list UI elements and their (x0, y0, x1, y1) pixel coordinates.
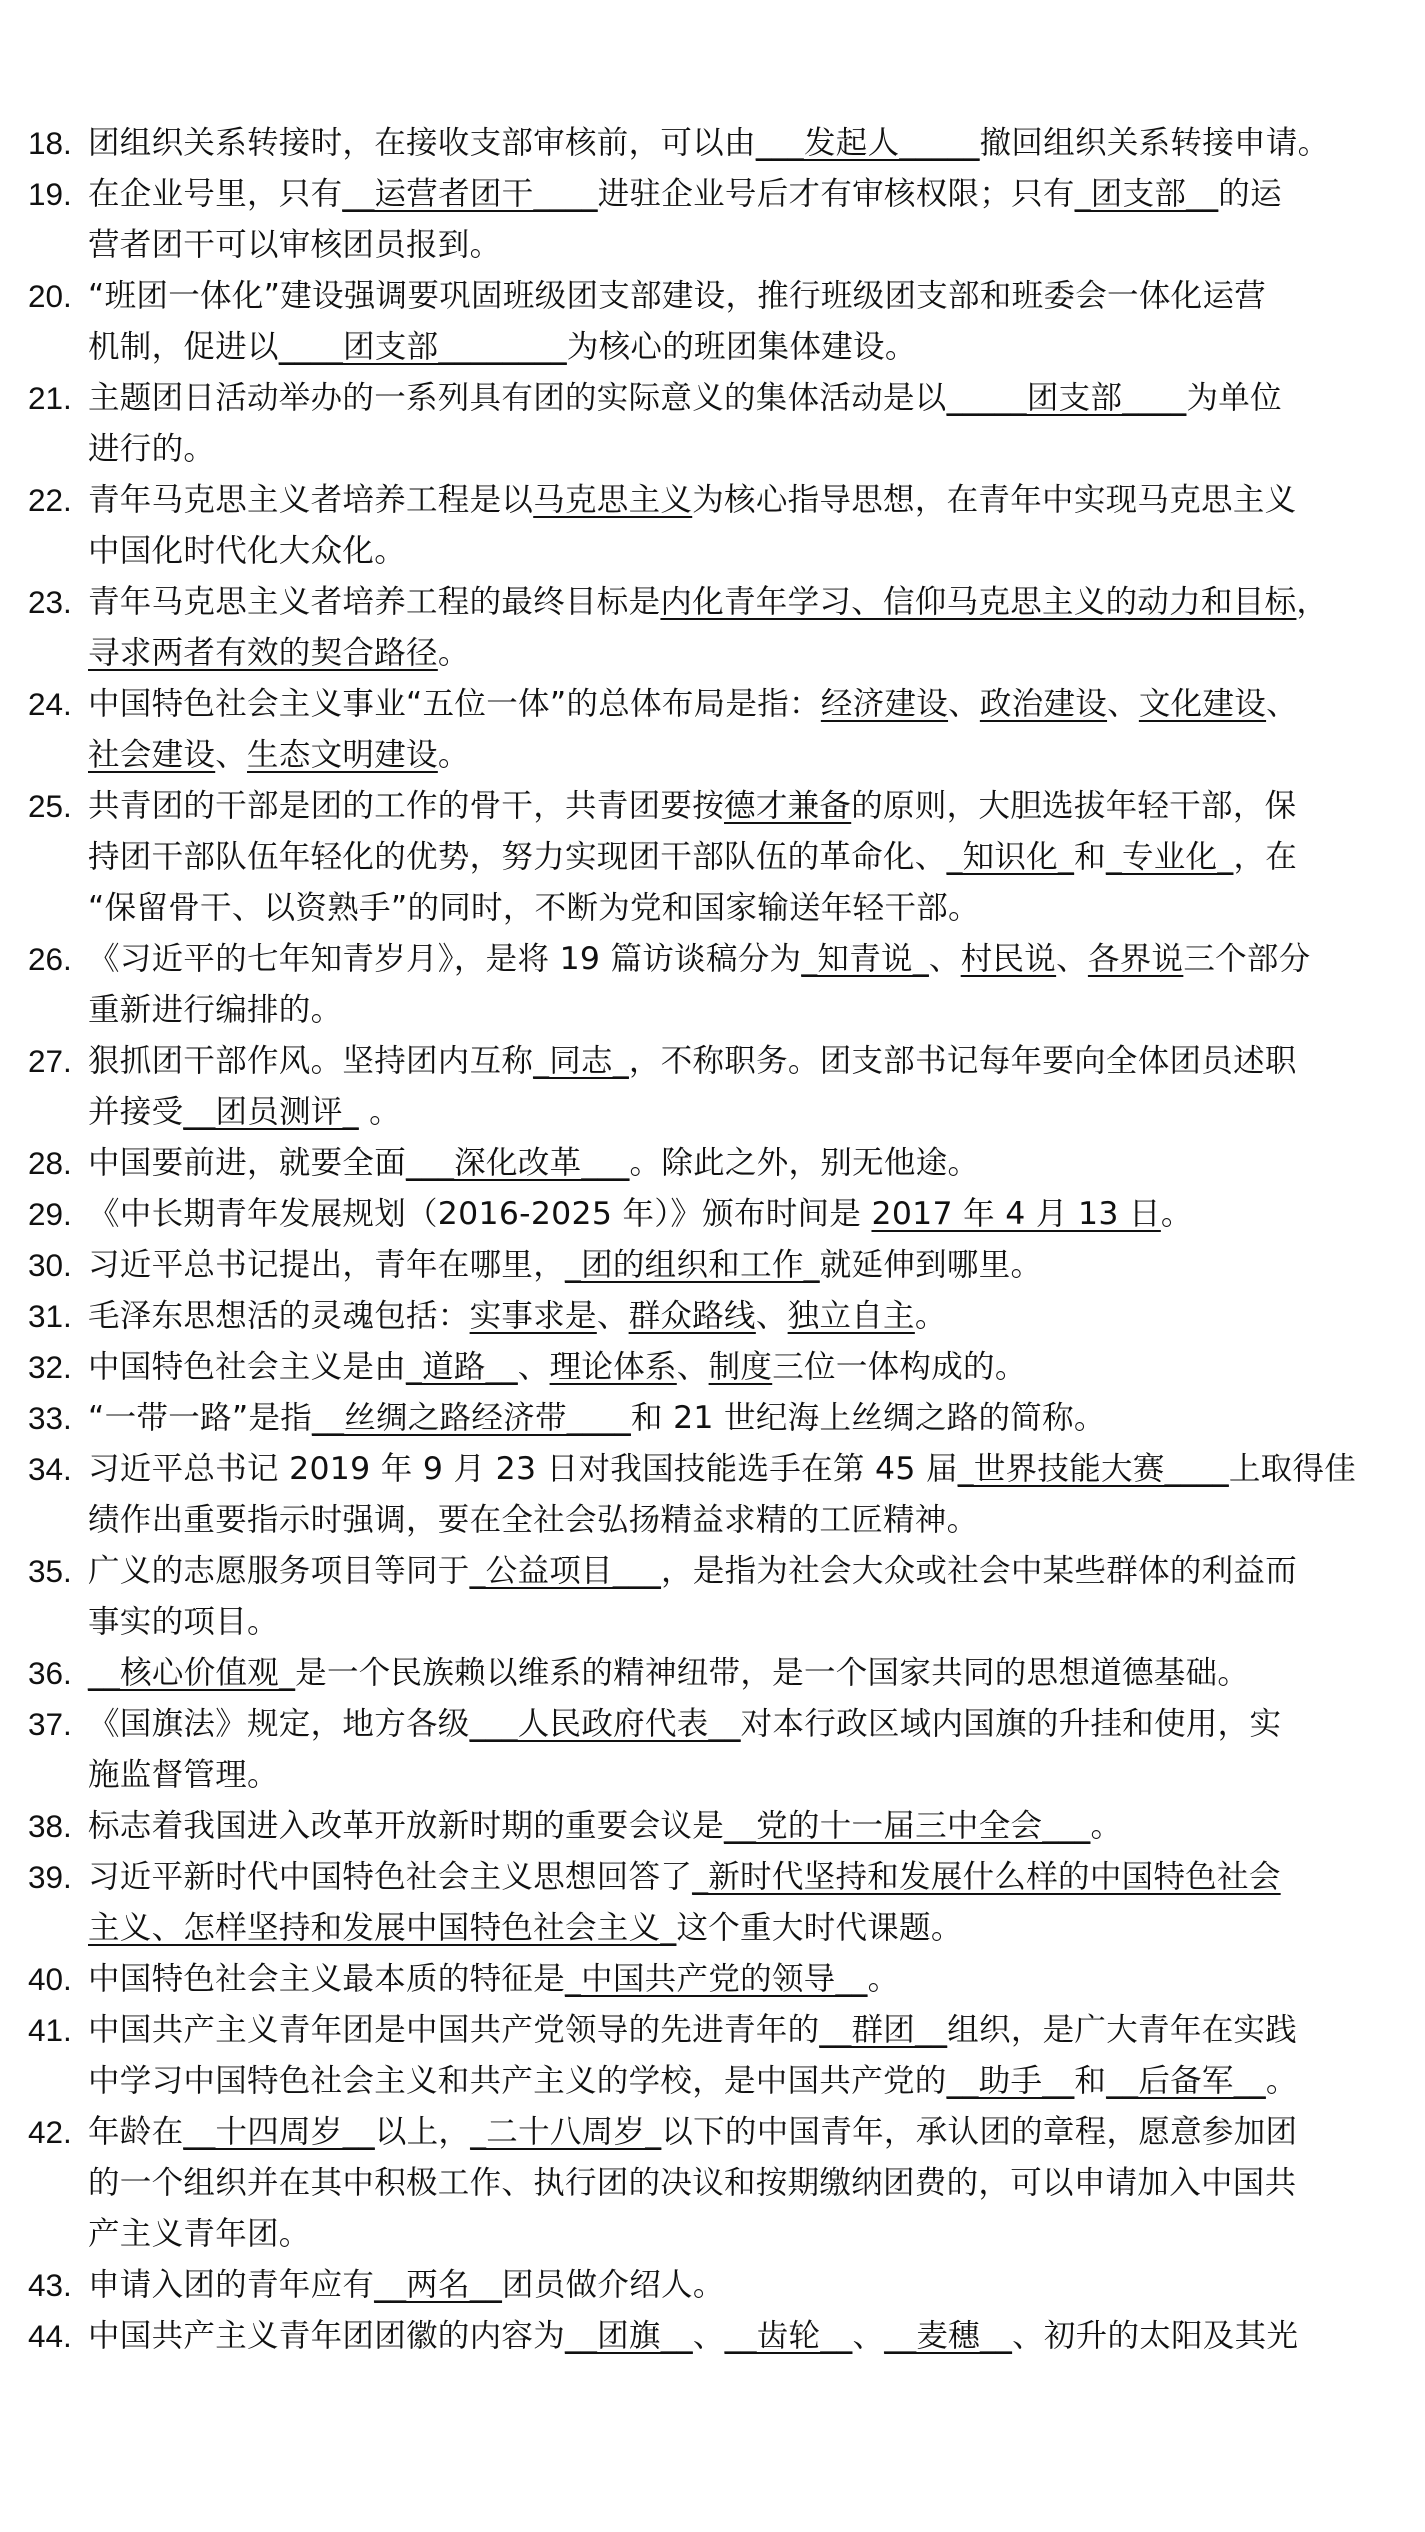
question-item (0, 2005, 1425, 2107)
text-line (88, 2056, 1385, 2107)
question-text: 。 (914, 1298, 947, 1334)
question-item (0, 1699, 1425, 1801)
question-number: 44. (28, 2318, 72, 2354)
question-text: 和 (1074, 839, 1106, 875)
question-text: 。 (1090, 1808, 1123, 1844)
answer-blank: __运营者团干____ (342, 176, 598, 212)
answer-blank: 主义、怎样坚持和发展中国特色社会主义_ (88, 1910, 677, 1946)
text-line (88, 1495, 1385, 1546)
text-line (88, 271, 1385, 322)
question-text: 的一个组织并在其中积极工作、执行团的决议和按期缴纳团费的，可以申请加入中国共 (88, 2165, 1297, 2201)
question-text: 、 (755, 1298, 788, 1334)
text-line (88, 1036, 1385, 1087)
text-line (88, 373, 1385, 424)
text-line (88, 169, 1385, 220)
question-number: 35. (28, 1553, 72, 1589)
answer-blank: 理论体系 (549, 1349, 677, 1385)
answer-blank: __助手__ (946, 2063, 1075, 2099)
text-line (88, 2005, 1385, 2056)
question-number: 28. (28, 1145, 72, 1181)
text-line (88, 832, 1385, 883)
text-line (88, 730, 1385, 781)
question-text: 三位一体构成的。 (772, 1349, 1027, 1385)
text-line (88, 679, 1385, 730)
answer-blank: 文化建设 (1138, 686, 1267, 722)
question-text: 是一个民族赖以维系的精神纽带，是一个国家共同的思想道德基础。 (295, 1655, 1250, 1691)
question-item (0, 1648, 1425, 1699)
answer-blank: _知识化_ (946, 839, 1075, 875)
text-line (88, 1852, 1385, 1903)
question-text: 。 (1265, 2063, 1298, 2099)
question-text: 上取得佳 (1228, 1451, 1357, 1487)
answer-blank: _道路__ (406, 1349, 518, 1385)
question-text: 和 (1074, 2063, 1107, 2099)
text-line (88, 1087, 1385, 1138)
question-number: 21. (28, 380, 72, 416)
question-text: 中国化时代化大众化。 (88, 533, 407, 569)
answer-blank: __群团__ (819, 2012, 948, 2048)
question-text: 为单位 (1186, 380, 1282, 416)
answer-blank: 2017 年 4 月 13 日 (871, 1196, 1161, 1232)
question-item (0, 1138, 1425, 1189)
question-item (0, 271, 1425, 373)
question-text: 中国特色社会主义最本质的特征是 (88, 1961, 566, 1997)
answer-blank: __十四周岁__ (183, 2114, 375, 2150)
answer-blank: __团员测评_ (183, 1094, 359, 1130)
question-text: 。 (1160, 1196, 1193, 1232)
question-item (0, 781, 1425, 934)
question-text: 就延伸到哪里。 (819, 1247, 1043, 1283)
text-line (88, 883, 1385, 934)
question-text: 、 (1266, 686, 1298, 722)
question-number: 20. (28, 278, 72, 314)
answer-blank: 内化青年学习、信仰马克思主义的动力和目标 (660, 584, 1297, 620)
question-text: 三个部分 (1183, 941, 1311, 977)
question-text: 青年马克思主义者培养工程的最终目标是 (88, 584, 661, 620)
question-text: 团员做介绍人。 (502, 2267, 725, 2303)
question-item (0, 577, 1425, 679)
answer-blank: _公益项目___ (469, 1553, 662, 1589)
question-text: 、 (517, 1349, 550, 1385)
question-text: 、 (676, 1349, 709, 1385)
answer-blank: __后备军__ (1106, 2063, 1266, 2099)
answer-blank: __两名__ (374, 2267, 503, 2303)
question-number: 22. (28, 482, 72, 518)
answer-blank: 政治建设 (979, 686, 1108, 722)
question-text: ，在 (1233, 839, 1298, 875)
question-text: 进驻企业号后才有审核权限；只有 (597, 176, 1075, 212)
question-item (0, 1801, 1425, 1852)
question-text: 为核心的班团集体建设。 (566, 329, 917, 365)
question-number: 27. (28, 1043, 72, 1079)
answer-blank: 各界说 (1087, 941, 1184, 977)
text-line (88, 985, 1385, 1036)
question-text: “一带一路”是指 (88, 1400, 313, 1436)
question-item (0, 1546, 1425, 1648)
question-item (0, 118, 1425, 169)
question-text: 事实的项目。 (88, 1604, 279, 1640)
question-text: 对本行政区域内国旗的升挂和使用，实 (740, 1706, 1282, 1742)
question-item (0, 1342, 1425, 1393)
question-item (0, 1036, 1425, 1138)
text-line (88, 1954, 1385, 2005)
question-text: 、 (1107, 686, 1139, 722)
question-number: 38. (28, 1808, 72, 1844)
answer-blank: 群众路线 (628, 1298, 756, 1334)
question-text: 、 (852, 2318, 885, 2354)
question-item (0, 1954, 1425, 2005)
answer-blank: _同志_ (533, 1043, 629, 1079)
question-text: 。 (437, 635, 470, 671)
question-text: 。除此之外，别无他途。 (629, 1145, 980, 1181)
question-text: 在企业号里，只有 (88, 176, 343, 212)
question-text: 营者团干可以审核团员报到。 (88, 227, 502, 263)
question-text: 年龄在 (88, 2114, 184, 2150)
question-item (0, 475, 1425, 577)
answer-blank: 经济建设 (820, 686, 949, 722)
question-number: 34. (28, 1451, 72, 1487)
text-line (88, 1546, 1385, 1597)
question-number: 24. (28, 686, 72, 722)
answer-blank: _二十八周岁_ (470, 2114, 662, 2150)
answer-blank: 制度 (708, 1349, 773, 1385)
question-text: 主题团日活动举办的一系列具有团的实际意义的集体活动是以 (88, 380, 947, 416)
question-text: 以上， (374, 2114, 471, 2150)
answer-blank: _世界技能大赛____ (957, 1451, 1229, 1487)
text-line (88, 1189, 1385, 1240)
question-text: 中国共产主义青年团是中国共产党领导的先进青年的 (88, 2012, 820, 2048)
question-text: 持团干部队伍年轻化的优势，努力实现团干部队伍的革命化、 (88, 839, 947, 875)
question-text: 。 (437, 737, 470, 773)
text-line (88, 2311, 1385, 2362)
question-text: 习近平总书记 2019 年 9 月 23 日对我国技能选手在第 45 届 (88, 1451, 958, 1487)
question-number: 30. (28, 1247, 72, 1283)
answer-blank: _专业化_ (1105, 839, 1234, 875)
question-item (0, 2311, 1425, 2362)
question-text: 习近平新时代中国特色社会主义思想回答了 (88, 1859, 693, 1895)
question-text: 重新进行编排的。 (88, 992, 343, 1028)
question-text: 、 (928, 941, 961, 977)
question-item (0, 373, 1425, 475)
question-text: 。 (358, 1094, 401, 1130)
answer-blank: __丝绸之路经济带____ (312, 1400, 631, 1436)
question-text: 的原则，大胆选拔年轻干部，保 (851, 788, 1297, 824)
question-text: 中国要前进，就要全面 (88, 1145, 407, 1181)
answer-blank: 社会建设 (88, 737, 216, 773)
text-line (88, 577, 1385, 628)
text-line (88, 1291, 1385, 1342)
question-number: 19. (28, 176, 72, 212)
question-number: 40. (28, 1961, 72, 1997)
question-text: 、 (596, 1298, 629, 1334)
answer-blank: _____团支部____ (946, 380, 1187, 416)
question-item (0, 934, 1425, 1036)
text-line (88, 526, 1385, 577)
question-item (0, 2260, 1425, 2311)
text-line (88, 1240, 1385, 1291)
question-text: 团组织关系转接时，在接收支部审核前，可以由 (88, 125, 756, 161)
question-text: 《中长期青年发展规划（2016-2025 年）》颁布时间是 (88, 1196, 872, 1232)
question-text: 这个重大时代课题。 (676, 1910, 963, 1946)
question-number: 26. (28, 941, 72, 977)
question-text: “保留骨干、以资熟手”的同时，不断为党和国家输送年轻干部。 (88, 890, 980, 926)
question-text: 为核心指导思想，在青年中实现马克思主义 (692, 482, 1297, 518)
question-text: 中国特色社会主义事业“五位一体”的总体布局是指： (88, 686, 821, 722)
text-line (88, 1444, 1385, 1495)
question-text: “班团一体化”建设强调要巩固班级团支部建设，推行班级团支部和班委会一体化运营 (88, 278, 1267, 314)
question-text: 狠抓团干部作风。坚持团内互称 (88, 1043, 534, 1079)
question-text: 共青团的干部是团的工作的骨干，共青团要按 (88, 788, 725, 824)
text-line (88, 1903, 1385, 1954)
question-text: 、 (215, 737, 248, 773)
answer-blank: ___深化改革___ (406, 1145, 630, 1181)
question-number: 39. (28, 1859, 72, 1895)
question-text: 、初升的太阳及其光 (1012, 2318, 1299, 2354)
text-line (88, 1699, 1385, 1750)
answer-blank: _新时代坚持和发展什么样的中国特色社会 (692, 1859, 1281, 1895)
answer-blank: ____团支部________ (278, 329, 567, 365)
text-line (88, 934, 1385, 985)
question-text: ，是指为社会大众或社会中某些群体的利益而 (661, 1553, 1298, 1589)
question-text: 、 (948, 686, 980, 722)
answer-blank: _团的组织和工作_ (565, 1247, 820, 1283)
question-number: 36. (28, 1655, 72, 1691)
question-item (0, 2107, 1425, 2260)
question-text: 中学习中国特色社会主义和共产主义的学校，是中国共产党的 (88, 2063, 947, 2099)
answer-blank: _中国共产党的领导__ (565, 1961, 868, 1997)
answer-blank: __党的十一届三中全会___ (724, 1808, 1091, 1844)
text-line (88, 1138, 1385, 1189)
question-number: 37. (28, 1706, 72, 1742)
question-text: 毛泽东思想活的灵魂包括： (88, 1298, 470, 1334)
question-text: 机制，促进以 (88, 329, 279, 365)
question-text: 。 (867, 1961, 900, 1997)
text-line (88, 1597, 1385, 1648)
text-line (88, 1393, 1385, 1444)
question-text: 进行的。 (88, 431, 216, 467)
question-number: 29. (28, 1196, 72, 1232)
answer-blank: __齿轮__ (724, 2318, 853, 2354)
question-text: 《习近平的七年知青岁月》，是将 19 篇访谈稿分为 (88, 941, 802, 977)
question-text: 撤回组织关系转接申请。 (979, 125, 1330, 161)
question-text: 中国共产主义青年团团徽的内容为 (88, 2318, 566, 2354)
question-item (0, 1291, 1425, 1342)
answer-blank: __麦穗__ (884, 2318, 1013, 2354)
question-text: 和 21 世纪海上丝绸之路的简称。 (630, 1400, 1106, 1436)
answer-blank: _知青说_ (801, 941, 929, 977)
question-text: 并接受 (88, 1094, 184, 1130)
question-item (0, 679, 1425, 781)
question-item (0, 1393, 1425, 1444)
question-text: 中国特色社会主义是由 (88, 1349, 407, 1385)
question-number: 31. (28, 1298, 72, 1334)
question-text: 施监督管理。 (88, 1757, 279, 1793)
text-line (88, 2209, 1385, 2260)
question-text: ， (1296, 584, 1329, 620)
text-line (88, 220, 1385, 271)
question-text: 广义的志愿服务项目等同于 (88, 1553, 470, 1589)
question-text: 申请入团的青年应有 (88, 2267, 375, 2303)
question-text: 《国旗法》规定，地方各级 (88, 1706, 470, 1742)
text-line (88, 781, 1385, 832)
question-number: 32. (28, 1349, 72, 1385)
answer-blank: 村民说 (960, 941, 1057, 977)
answer-blank: 马克思主义 (533, 482, 693, 518)
question-item (0, 1189, 1425, 1240)
question-text: 产主义青年团。 (88, 2216, 311, 2252)
question-number: 42. (28, 2114, 72, 2150)
question-text: 标志着我国进入改革开放新时期的重要会议是 (88, 1808, 725, 1844)
text-line (88, 424, 1385, 475)
answer-blank: 实事求是 (469, 1298, 597, 1334)
question-text: 青年马克思主义者培养工程是以 (88, 482, 534, 518)
text-line (88, 2158, 1385, 2209)
question-item (0, 1852, 1425, 1954)
text-line (88, 1648, 1385, 1699)
text-line (88, 628, 1385, 679)
question-text: 绩作出重要指示时强调，要在全社会弘扬精益求精的工匠精神。 (88, 1502, 979, 1538)
question-text: 习近平总书记提出，青年在哪里， (88, 1247, 566, 1283)
question-number: 41. (28, 2012, 72, 2048)
question-text: 、 (692, 2318, 725, 2354)
text-line (88, 2107, 1385, 2158)
answer-blank: 寻求两者有效的契合路径 (88, 635, 438, 671)
document-page (0, 118, 1425, 2362)
text-line (88, 322, 1385, 373)
answer-blank: 生态文明建设 (247, 737, 438, 773)
text-line (88, 1750, 1385, 1801)
question-number: 43. (28, 2267, 72, 2303)
question-number: 23. (28, 584, 72, 620)
question-number: 25. (28, 788, 72, 824)
question-text: 的运 (1218, 176, 1282, 212)
question-item (0, 1444, 1425, 1546)
answer-blank: 独立自主 (787, 1298, 915, 1334)
answer-blank: _团支部__ (1074, 176, 1219, 212)
text-line (88, 475, 1385, 526)
text-line (88, 1342, 1385, 1393)
question-item (0, 169, 1425, 271)
question-text: 组织，是广大青年在实践 (947, 2012, 1298, 2048)
answer-blank: ___发起人_____ (755, 125, 980, 161)
answer-blank: __核心价值观_ (88, 1655, 296, 1691)
question-text: 以下的中国青年，承认团的章程，愿意参加团 (661, 2114, 1298, 2150)
question-text: ，不称职务。团支部书记每年要向全体团员述职 (628, 1043, 1297, 1079)
question-item (0, 1240, 1425, 1291)
text-line (88, 1801, 1385, 1852)
question-number: 18. (28, 125, 72, 161)
text-line (88, 118, 1385, 169)
answer-blank: __团旗__ (565, 2318, 693, 2354)
answer-blank: ___人民政府代表__ (469, 1706, 741, 1742)
text-line (88, 2260, 1385, 2311)
answer-blank: 德才兼备 (724, 788, 852, 824)
question-text: 、 (1056, 941, 1088, 977)
question-number: 33. (28, 1400, 72, 1436)
